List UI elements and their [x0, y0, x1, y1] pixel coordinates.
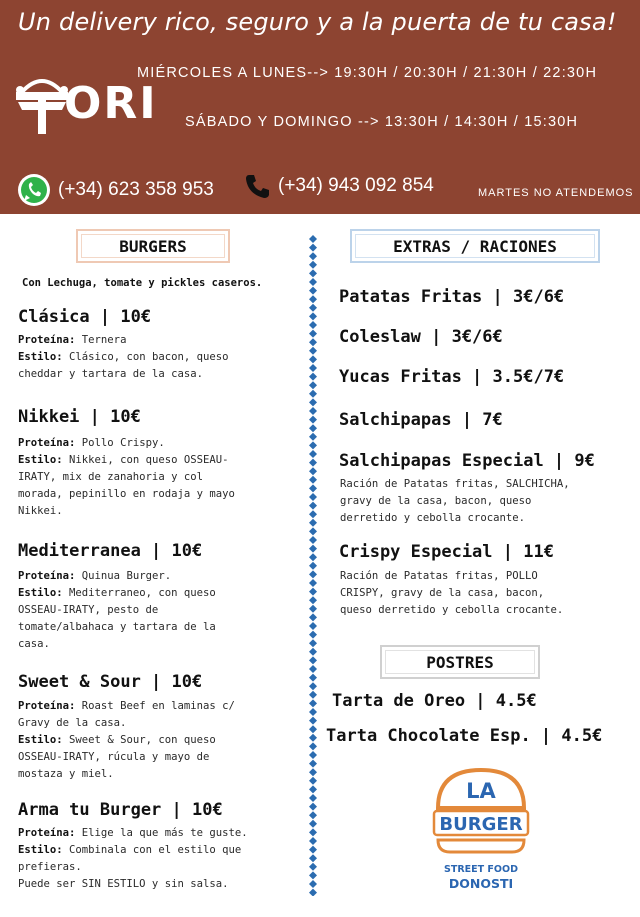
divider-diamond — [309, 252, 317, 260]
divider-diamond — [309, 682, 317, 690]
postre-tarta-oreo: Tarta de Oreo | 4.5€ — [332, 691, 537, 711]
divider-diamond — [309, 545, 317, 553]
divider-diamond — [309, 278, 317, 286]
column-divider — [307, 234, 319, 896]
divider-diamond — [309, 691, 317, 699]
burger-nikkei-name: Nikkei | 10€ — [18, 407, 141, 427]
tori-logo — [12, 70, 158, 138]
divider-diamond — [309, 699, 317, 707]
phone-number: (+34) 943 092 854 — [278, 175, 434, 196]
extra-salchipapas: Salchipapas | 7€ — [339, 410, 503, 430]
divider-diamond — [309, 441, 317, 449]
divider-diamond — [309, 803, 317, 811]
postres-section-title: POSTRES — [380, 645, 540, 679]
divider-diamond — [309, 304, 317, 312]
extra-patatas-fritas: Patatas Fritas | 3€/6€ — [339, 287, 565, 307]
divider-diamond — [309, 381, 317, 389]
divider-diamond — [309, 605, 317, 613]
divider-diamond — [309, 476, 317, 484]
burger-mediterranea-desc: Proteína: Quinua Burger. Estilo: Mediterraneo, con queso OSSEAU-IRATY, pesto de tomate/albahaca y tartara de la casa. — [18, 570, 216, 650]
divider-diamond — [309, 261, 317, 269]
divider-diamond — [309, 570, 317, 578]
divider-diamond — [309, 295, 317, 303]
divider-diamond — [309, 785, 317, 793]
divider-diamond — [309, 854, 317, 862]
burger-sweet-sour-name: Sweet & Sour | 10€ — [18, 672, 203, 692]
divider-diamond — [309, 390, 317, 398]
divider-diamond — [309, 631, 317, 639]
divider-diamond — [309, 321, 317, 329]
burger-sweet-sour-desc: Proteína: Roast Beef en laminas c/ Gravy de la casa. Estilo: Sweet & Sour, con queso OSSEAU-IRATY, rúcula y mayo de mostaza y miel. — [18, 700, 235, 780]
burger-clasica-desc: Proteína: Ternera Estilo: Clásico, con bacon, queso cheddar y tartara de la casa. — [18, 334, 229, 380]
burger-arma-tu-burger-desc: Proteína: Elige la que más te guste. Estilo: Combinala con el estilo que prefieras. Puede ser SIN ESTILO y sin salsa. — [18, 827, 248, 890]
divider-diamond — [309, 459, 317, 467]
extra-yucas-fritas: Yucas Fritas | 3.5€/7€ — [339, 367, 565, 387]
divider-diamond — [309, 811, 317, 819]
whatsapp-number: (+34) 623 358 953 — [58, 179, 214, 200]
burger-arma-tu-burger-name: Arma tu Burger | 10€ — [18, 800, 223, 820]
divider-diamond — [309, 639, 317, 647]
divider-diamond — [309, 760, 317, 768]
divider-diamond — [309, 244, 317, 252]
schedule-weekday: MIÉRCOLES A LUNES--> 19:30H / 20:30H / 21:30H / 22:30H — [137, 65, 598, 81]
header-banner — [0, 0, 640, 214]
divider-diamond — [309, 424, 317, 432]
divider-diamond — [309, 794, 317, 802]
divider-diamond — [309, 536, 317, 544]
la-burger-line3: STREET FOOD — [444, 864, 518, 875]
divider-diamond — [309, 725, 317, 733]
divider-diamond — [309, 433, 317, 441]
divider-diamond — [309, 863, 317, 871]
divider-diamond — [309, 502, 317, 510]
divider-diamond — [309, 235, 317, 243]
helmet-icon — [12, 70, 72, 138]
divider-diamond — [309, 596, 317, 604]
postre-tarta-chocolate: Tarta Chocolate Esp. | 4.5€ — [326, 726, 603, 746]
phone-icon — [244, 172, 272, 200]
divider-diamond — [309, 665, 317, 673]
phone-contact[interactable] — [244, 172, 434, 200]
divider-diamond — [309, 734, 317, 742]
extra-crispy-especial: Crispy Especial | 11€ — [339, 542, 554, 562]
divider-diamond — [309, 656, 317, 664]
divider-diamond — [309, 613, 317, 621]
divider-diamond — [309, 880, 317, 888]
divider-diamond — [309, 373, 317, 381]
burger-mediterranea-name: Mediterranea | 10€ — [18, 541, 203, 561]
divider-diamond — [309, 562, 317, 570]
divider-diamond — [309, 450, 317, 458]
whatsapp-contact[interactable] — [16, 172, 214, 208]
divider-diamond — [309, 588, 317, 596]
la-burger-logo — [426, 764, 536, 892]
la-burger-line2: BURGER — [439, 814, 523, 835]
burger-nikkei-desc: Proteína: Pollo Crispy. Estilo: Nikkei, con queso OSSEAU- IRATY, mix de zanahoria y col morada, pepinillo en rodaja y mayo Nikkei. — [18, 437, 235, 517]
divider-diamond — [309, 484, 317, 492]
divider-diamond — [309, 407, 317, 415]
divider-diamond — [309, 579, 317, 587]
divider-diamond — [309, 287, 317, 295]
divider-diamond — [309, 553, 317, 561]
whatsapp-icon — [16, 172, 52, 208]
divider-diamond — [309, 467, 317, 475]
extras-section-title: EXTRAS / RACIONES — [350, 229, 600, 263]
divider-diamond — [309, 519, 317, 527]
divider-diamond — [309, 837, 317, 845]
divider-diamond — [309, 846, 317, 854]
divider-diamond — [309, 622, 317, 630]
burgers-section-title: BURGERS — [76, 229, 230, 263]
la-burger-line4: DONOSTI — [448, 876, 514, 891]
extra-crispy-especial-desc: Ración de Patatas fritas, POLLO CRISPY, gravy de la casa, bacon, queso derretido y cebolla crocante. — [340, 570, 564, 616]
extra-salchipapas-especial: Salchipapas Especial | 9€ — [339, 451, 595, 471]
divider-diamond — [309, 674, 317, 682]
divider-diamond — [309, 398, 317, 406]
divider-diamond — [309, 527, 317, 535]
divider-diamond — [309, 269, 317, 277]
divider-diamond — [309, 828, 317, 836]
divider-diamond — [309, 364, 317, 372]
divider-diamond — [309, 338, 317, 346]
logo-text: ORI — [64, 78, 158, 129]
divider-diamond — [309, 708, 317, 716]
divider-diamond — [309, 889, 317, 896]
divider-diamond — [309, 871, 317, 879]
divider-diamond — [309, 493, 317, 501]
divider-diamond — [309, 416, 317, 424]
la-burger-line1: LA — [466, 779, 496, 803]
closed-note: MARTES NO ATENDEMOS — [478, 187, 634, 199]
extra-coleslaw: Coleslaw | 3€/6€ — [339, 327, 503, 347]
schedule-weekend: SÁBADO Y DOMINGO --> 13:30H / 14:30H / 15:30H — [185, 114, 579, 130]
divider-diamond — [309, 777, 317, 785]
divider-diamond — [309, 717, 317, 725]
divider-diamond — [309, 742, 317, 750]
extra-salchipapas-especial-desc: Ración de Patatas fritas, SALCHICHA, gravy de la casa, bacon, queso derretido y cebolla crocante. — [340, 478, 570, 524]
divider-diamond — [309, 820, 317, 828]
divider-diamond — [309, 751, 317, 759]
burgers-intro: Con Lechuga, tomate y pickles caseros. — [22, 277, 263, 289]
divider-diamond — [309, 768, 317, 776]
tagline: Un delivery rico, seguro y a la puerta de tu casa! — [18, 8, 617, 36]
divider-diamond — [309, 347, 317, 355]
divider-diamond — [309, 510, 317, 518]
divider-diamond — [309, 648, 317, 656]
burger-clasica-name: Clásica | 10€ — [18, 307, 152, 327]
divider-diamond — [309, 330, 317, 338]
divider-diamond — [309, 312, 317, 320]
divider-diamond — [309, 355, 317, 363]
